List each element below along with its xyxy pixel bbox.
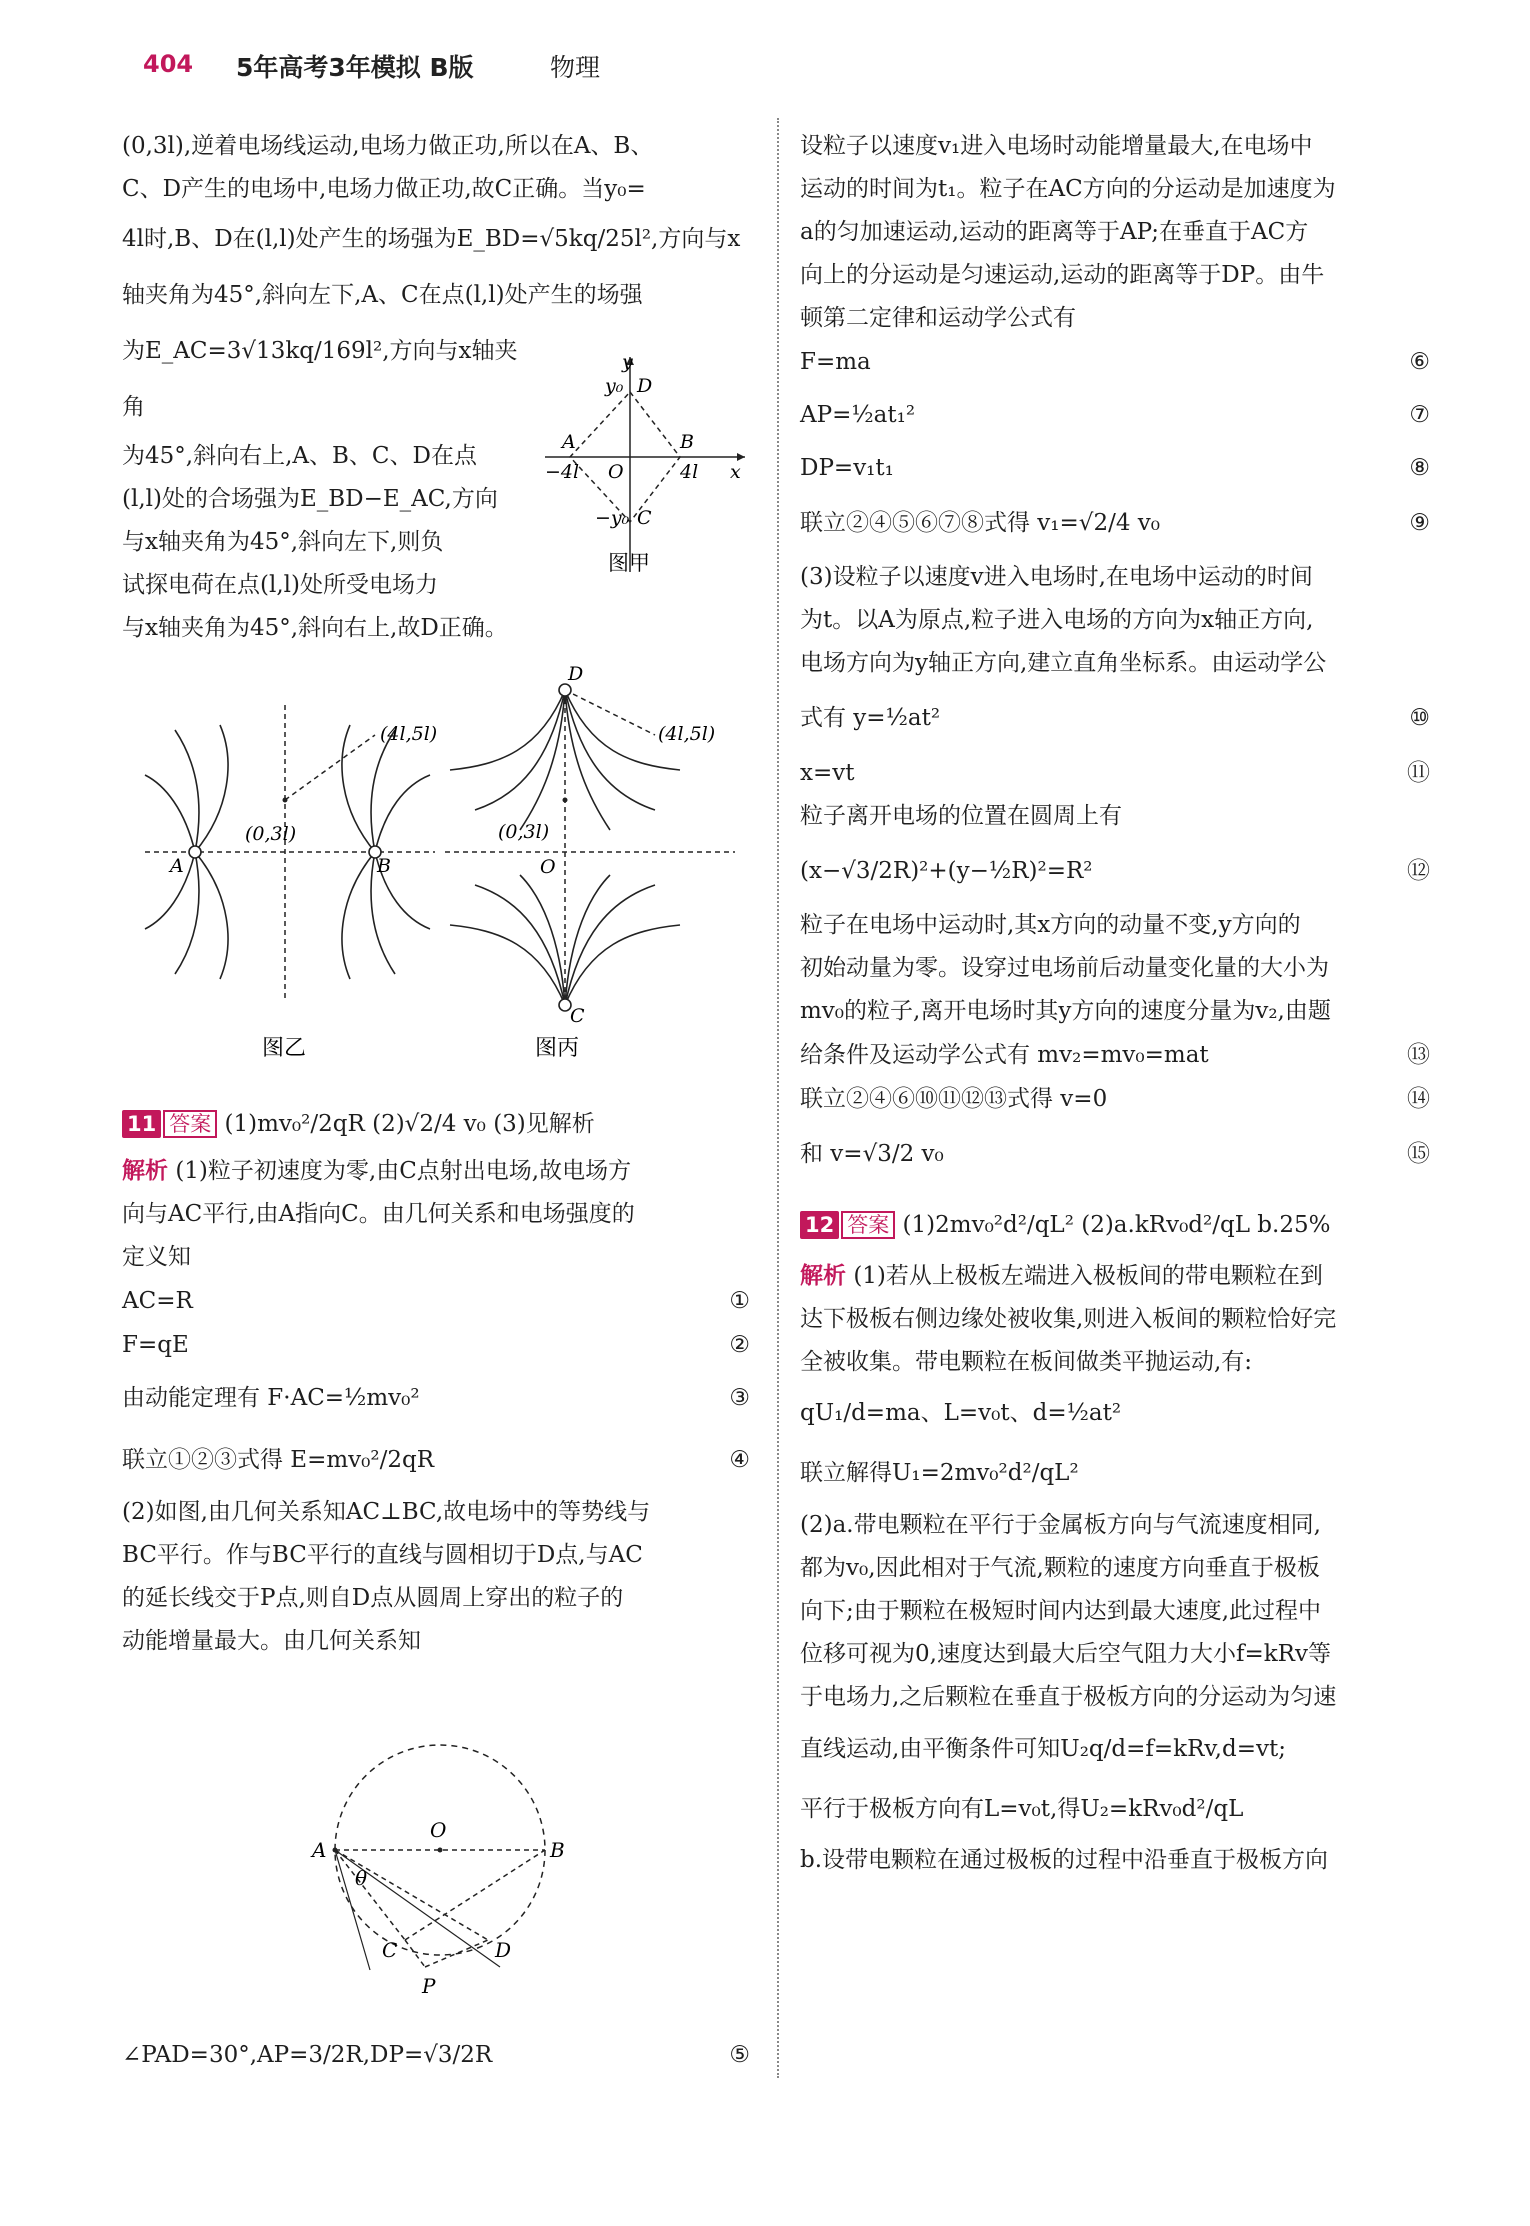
equation-number: ⑮	[1407, 1141, 1430, 1167]
label-D: D	[495, 1938, 512, 1962]
text-line: 为t。以A为原点,粒子进入电场的方向为x轴正方向,	[800, 607, 1314, 633]
equation	[800, 490, 1432, 556]
equation-number: ①	[729, 1288, 750, 1314]
label-A: A	[170, 855, 184, 877]
text-line: 平行于极板方向有L=v₀t,得U₂=kRv₀d²/qL	[800, 1796, 1244, 1822]
equation-number: ⑦	[1409, 402, 1430, 428]
text-line: C、D产生的电场中,电场力做正功,故C正确。当y₀=	[122, 176, 646, 202]
equation-number: ⑬	[1407, 1042, 1430, 1068]
label-A: A	[312, 1838, 327, 1862]
label-D: D	[637, 375, 653, 397]
text-line: 运动的时间为t₁。粒子在AC方向的分运动是加速度为	[800, 176, 1336, 202]
equation-number: ⑩	[1409, 705, 1430, 731]
text-line: 与x轴夹角为45°,斜向左下,则负	[122, 529, 444, 555]
label-4l: 4l	[680, 461, 699, 483]
equation-number: ⑭	[1407, 1086, 1430, 1112]
right-column	[800, 125, 1432, 1882]
equation-number: ③	[729, 1385, 750, 1411]
book-title: 5年高考3年模拟 B版	[236, 53, 474, 82]
page-header	[0, 0, 1530, 110]
equation	[800, 685, 1432, 751]
equation-text: AP=½at₁²	[800, 402, 916, 428]
figure-jia	[540, 352, 750, 577]
label-O: O	[430, 1818, 447, 1842]
equation-text: 联立解得U₁=2mv₀²d²/qL²	[800, 1460, 1079, 1486]
equation-text: x=vt	[800, 760, 855, 786]
text-line: 都为v₀,因此相对于气流,颗粒的速度方向垂直于极板	[800, 1555, 1320, 1581]
label-P: P	[422, 1974, 436, 1998]
equation-text: 式有 y=½at²	[800, 705, 941, 731]
text-line: (1)粒子初速度为零,由C点射出电场,故电场方	[175, 1158, 632, 1184]
equation	[800, 1077, 1432, 1121]
text-line: (3)设粒子以速度v进入电场时,在电场中运动的时间	[800, 564, 1313, 590]
equation-number: ⑨	[1409, 510, 1430, 536]
text-line: 全被收集。带电颗粒在板间做类平抛运动,有:	[800, 1349, 1253, 1375]
analysis-label: 解析	[800, 1263, 846, 1289]
label-neg-y0: −y₀	[595, 507, 630, 529]
label-theta: θ	[355, 1866, 368, 1890]
label-neg4l: −4l	[545, 461, 580, 483]
figure-caption: 图丙	[535, 1036, 580, 1061]
figure-bing	[440, 660, 740, 1070]
point-label: (4l,5l)	[658, 723, 716, 745]
equation-text: 联立②④⑥⑩⑪⑫⑬式得 v=0	[800, 1086, 1108, 1112]
label-B: B	[550, 1838, 565, 1862]
text-line: (2)a.带电颗粒在平行于金属板方向与气流速度相同,	[800, 1512, 1321, 1538]
page-number: 404	[143, 50, 194, 78]
left-column-bottom	[122, 2025, 752, 2085]
equation-text: ∠PAD=30°,AP=3/2R,DP=√3/2R	[122, 2042, 493, 2068]
label-C: C	[382, 1938, 398, 1962]
equation	[122, 1279, 752, 1323]
equation-text: 和 v=√3/2 v₀	[800, 1141, 944, 1167]
text-line: b.设带电颗粒在通过极板的过程中沿垂直于极板方向	[800, 1847, 1329, 1873]
equation-text: F=ma	[800, 349, 871, 375]
text-line: 初始动量为零。设穿过电场前后动量变化量的大小为	[800, 955, 1329, 981]
text-line: 向与AC平行,由A指向C。由几何关系和电场强度的	[122, 1201, 635, 1227]
text-line: 动能增量最大。由几何关系知	[122, 1628, 421, 1654]
axis-label-y: y	[622, 352, 633, 373]
text-line: 电场方向为y轴正方向,建立直角坐标系。由运动学公	[800, 650, 1327, 676]
equation-number: ④	[729, 1447, 750, 1473]
label-B: B	[680, 431, 694, 453]
answer-text: (1)2mv₀²d²/qL² (2)a.kRv₀d²/qL b.25%	[902, 1212, 1331, 1238]
equation	[800, 384, 1432, 446]
text-line: 粒子在电场中运动时,其x方向的动量不变,y方向的	[800, 912, 1301, 938]
equation-text: F=qE	[122, 1332, 189, 1358]
equation	[800, 340, 1432, 384]
text-line: 与x轴夹角为45°,斜向右上,故D正确。	[122, 615, 508, 641]
text-line: 定义知	[122, 1244, 191, 1270]
point-label-2: (0,3l)	[245, 823, 297, 845]
equation	[800, 1121, 1432, 1187]
text-line: (0,3l),逆着电场线运动,电场力做正功,所以在A、B、	[122, 133, 654, 159]
equation-text: DP=v₁t₁	[800, 455, 894, 481]
text-line: (1)若从上极板左端进入极板间的带电颗粒在到	[853, 1263, 1323, 1289]
answer-text: (1)mv₀²/2qR (2)√2/4 v₀ (3)见解析	[224, 1111, 595, 1137]
text-line: 向上的分运动是匀速运动,运动的距离等于DP。由牛	[800, 262, 1325, 288]
equation-text: 联立②④⑤⑥⑦⑧式得 v₁=√2/4 v₀	[800, 510, 1160, 536]
text-line: 达下极板右侧边缘处被收集,则进入板间的颗粒恰好完	[800, 1306, 1337, 1332]
subject: 物理	[550, 53, 601, 82]
text-line: 向下;由于颗粒在极短时间内达到最大速度,此过程中	[800, 1598, 1322, 1624]
equation-number: ⑥	[1409, 349, 1430, 375]
equation-text: 由动能定理有 F·AC=½mv₀²	[122, 1385, 420, 1411]
answer-12	[800, 1195, 1432, 1255]
question-number: 11	[122, 1110, 161, 1138]
text-line: 直线运动,由平衡条件可知U₂q/d=f=kRv,d=vt;	[800, 1736, 1286, 1762]
equation-number: ⑤	[729, 2042, 750, 2068]
analysis-line	[122, 1150, 752, 1193]
label-O: O	[608, 461, 624, 483]
equation	[800, 1033, 1432, 1077]
equation-number: ②	[729, 1332, 750, 1358]
label-y0: y₀	[605, 375, 624, 397]
equation	[122, 1367, 752, 1429]
question-number: 12	[800, 1211, 839, 1239]
text-line: 4l时,B、D在(l,l)处产生的场强为E_BD=√5kq/25l²,方向与x	[122, 226, 741, 252]
figure-caption: 图乙	[262, 1036, 307, 1061]
label-D: D	[568, 663, 584, 685]
analysis-label: 解析	[122, 1158, 168, 1184]
equation-number: ⑧	[1409, 455, 1430, 481]
point-label-2: (0,3l)	[498, 821, 550, 843]
text-line: 轴夹角为45°,斜向左下,A、C在点(l,l)处产生的场强	[122, 282, 643, 308]
label-O: O	[540, 856, 556, 878]
text-line: 顿第二定律和运动学公式有	[800, 305, 1076, 331]
answer-tag: 答案	[841, 1211, 895, 1239]
point-label: (4l,5l)	[380, 723, 438, 745]
equation-text: 给条件及运动学公式有 mv₂=mv₀=mat	[800, 1042, 1209, 1068]
text-line: a的匀加速运动,运动的距离等于AP;在垂直于AC方	[800, 219, 1309, 245]
analysis-line	[800, 1255, 1432, 1298]
text-line: BC平行。作与BC平行的直线与圆相切于D点,与AC	[122, 1542, 643, 1568]
text-line: mv₀的粒子,离开电场时其y方向的速度分量为v₂,由题	[800, 998, 1331, 1024]
text-line: 为E_AC=3√13kq/169l²,方向与x轴夹角	[122, 338, 518, 420]
equation	[122, 2025, 752, 2085]
text-line: 的延长线交于P点,则自D点从圆周上穿出的粒子的	[122, 1585, 624, 1611]
text-line: (l,l)处的合场强为E_BD−E_AC,方向	[122, 486, 498, 512]
column-divider	[777, 118, 779, 2078]
text-line: 粒子离开电场的位置在圆周上有	[800, 803, 1122, 829]
label-A: A	[562, 431, 576, 453]
figure-caption: 图甲	[608, 551, 650, 575]
equation-text: (x−√3/2R)²+(y−½R)²=R²	[800, 858, 1093, 884]
answer-11	[122, 1098, 752, 1150]
text-line: 设粒子以速度v₁进入电场时动能增量最大,在电场中	[800, 133, 1313, 159]
equation-number: ⑫	[1407, 858, 1430, 884]
text-line: (2)如图,由几何关系知AC⊥BC,故电场中的等势线与	[122, 1499, 651, 1525]
equation-number: ⑪	[1407, 760, 1430, 786]
label-C: C	[570, 1005, 585, 1027]
answer-tag: 答案	[163, 1110, 217, 1138]
equation	[800, 446, 1432, 490]
equation	[800, 838, 1432, 904]
figure-yi	[140, 700, 440, 1070]
label-C: C	[637, 507, 652, 529]
label-B: B	[377, 855, 391, 877]
text-line: 位移可视为0,速度达到最大后空气阻力大小f=kRv等	[800, 1641, 1331, 1667]
equation-text: 联立①②③式得 E=mv₀²/2qR	[122, 1447, 435, 1473]
equation	[800, 751, 1432, 795]
axis-label-x: x	[730, 461, 741, 483]
equation-text: AC=R	[122, 1288, 193, 1314]
left-column-lower	[122, 1098, 752, 1663]
equation-text: qU₁/d=ma、L=v₀t、d=½at²	[800, 1400, 1122, 1426]
text-line: 试探电荷在点(l,l)处所受电场力	[122, 572, 438, 598]
text-line: 为45°,斜向右上,A、B、C、D在点	[122, 443, 477, 469]
equation	[122, 1429, 752, 1491]
equation	[122, 1323, 752, 1367]
text-line: 于电场力,之后颗粒在垂直于极板方向的分运动为匀速	[800, 1684, 1337, 1710]
figure-circle	[300, 1735, 580, 2005]
